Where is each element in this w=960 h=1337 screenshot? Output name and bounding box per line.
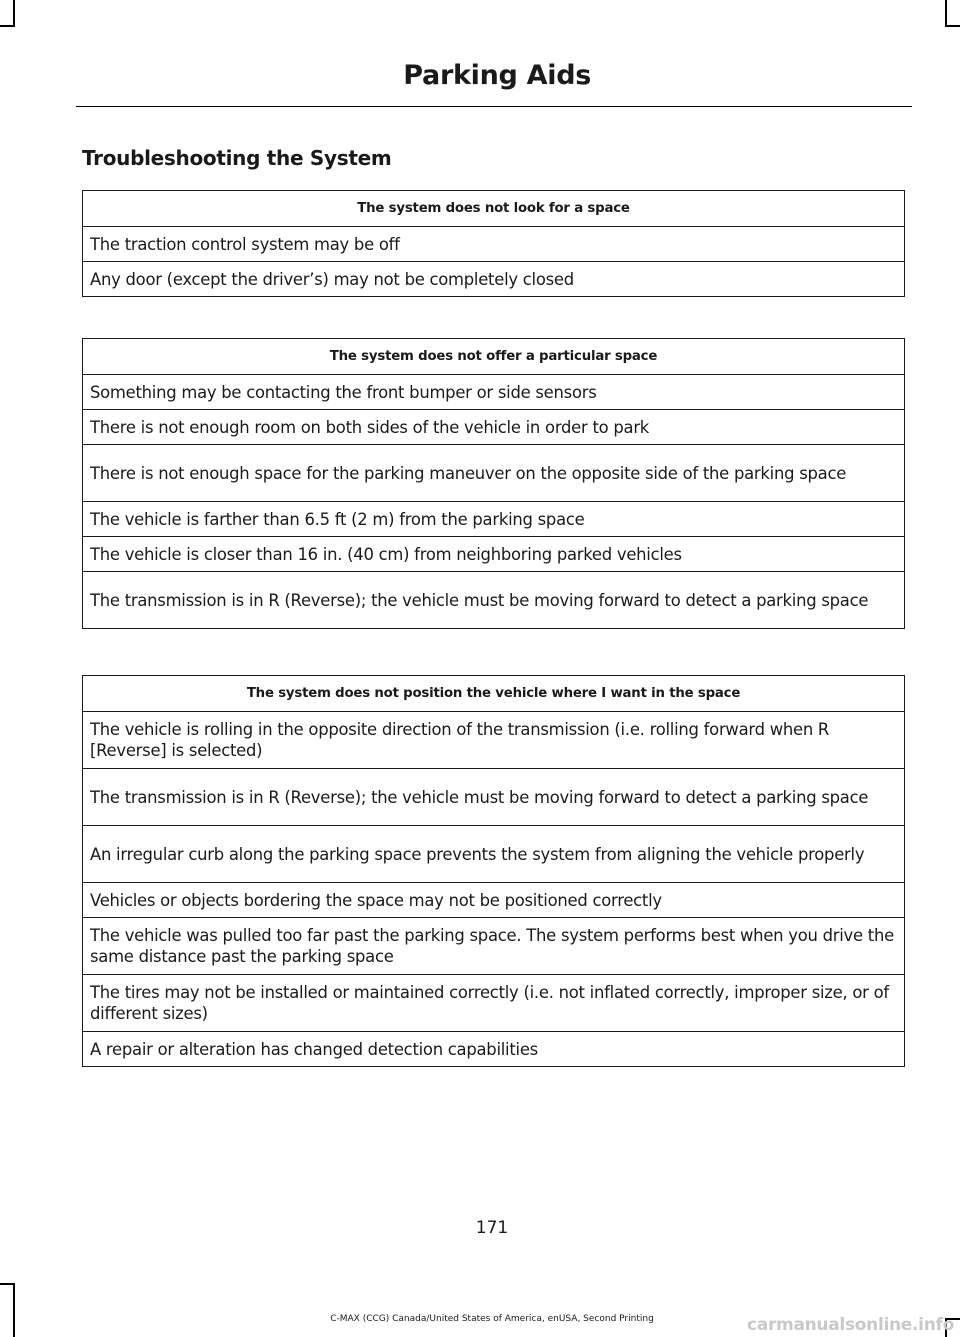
- page-header-title: Parking Aids: [403, 60, 591, 91]
- table-row: [83, 572, 905, 629]
- troubleshooting-table-no-space-search: [82, 190, 905, 297]
- table-row: [83, 375, 905, 410]
- table-row: [83, 410, 905, 445]
- table-cell: There is not enough room on both sides of the vehicle in order to park: [83, 410, 905, 445]
- table-cell: An irregular curb along the parking space prevents the system from aligning the vehicle properly: [83, 826, 905, 883]
- table-cell: Vehicles or objects bordering the space may not be positioned correctly: [83, 883, 905, 918]
- table-row: [83, 918, 905, 975]
- table-cell: The transmission is in R (Reverse); the vehicle must be moving forward to detect a parking space: [83, 769, 905, 826]
- header-divider: [76, 106, 912, 107]
- table-cell: Something may be contacting the front bumper or side sensors: [83, 375, 905, 410]
- crop-mark-top-right-horizontal: [945, 25, 960, 27]
- watermark: carmanualsonline.info: [747, 1315, 954, 1335]
- table-cell: The vehicle is farther than 6.5 ft (2 m) from the parking space: [83, 502, 905, 537]
- crop-mark-bottom-left-horizontal: [0, 1283, 15, 1285]
- page-number: 171: [475, 1218, 509, 1238]
- table-row: [83, 227, 905, 262]
- table-row: [83, 883, 905, 918]
- crop-mark-top-right-vertical: [945, 0, 947, 26]
- table-row: [83, 445, 905, 502]
- table-heading: The system does not look for a space: [83, 191, 905, 227]
- troubleshooting-table-no-particular-space: [82, 338, 905, 629]
- troubleshooting-table-wrong-position: [82, 675, 905, 1067]
- table-cell: The vehicle is rolling in the opposite direction of the transmission (i.e. rolling forward when R [Reverse] is selected): [83, 712, 905, 769]
- crop-mark-top-left-vertical: [13, 0, 15, 26]
- table-row: [83, 769, 905, 826]
- table-row: [83, 975, 905, 1032]
- table-row: [83, 826, 905, 883]
- section-title: Troubleshooting the System: [82, 146, 392, 170]
- table-row: [83, 1032, 905, 1067]
- table-heading: The system does not position the vehicle where I want in the space: [83, 676, 905, 712]
- table-cell: The transmission is in R (Reverse); the vehicle must be moving forward to detect a parking space: [83, 572, 905, 629]
- table-row: [83, 537, 905, 572]
- table-row: [83, 262, 905, 297]
- footer-print-info: C-MAX (CCG) Canada/United States of America, enUSA, Second Printing: [330, 1314, 654, 1324]
- table-cell: The vehicle is closer than 16 in. (40 cm) from neighboring parked vehicles: [83, 537, 905, 572]
- table-cell: Any door (except the driver’s) may not be completely closed: [83, 262, 905, 297]
- table-row: [83, 712, 905, 769]
- table-cell: The traction control system may be off: [83, 227, 905, 262]
- table-cell: The tires may not be installed or maintained correctly (i.e. not inflated correctly, improper size, or of different sizes): [83, 975, 905, 1032]
- table-cell: The vehicle was pulled too far past the parking space. The system performs best when you drive the same distance past the parking space: [83, 918, 905, 975]
- table-heading: The system does not offer a particular space: [83, 339, 905, 375]
- table-cell: A repair or alteration has changed detection capabilities: [83, 1032, 905, 1067]
- crop-mark-bottom-left-vertical: [13, 1283, 15, 1337]
- table-row: [83, 502, 905, 537]
- table-cell: There is not enough space for the parking maneuver on the opposite side of the parking space: [83, 445, 905, 502]
- crop-mark-top-left-horizontal: [0, 25, 15, 27]
